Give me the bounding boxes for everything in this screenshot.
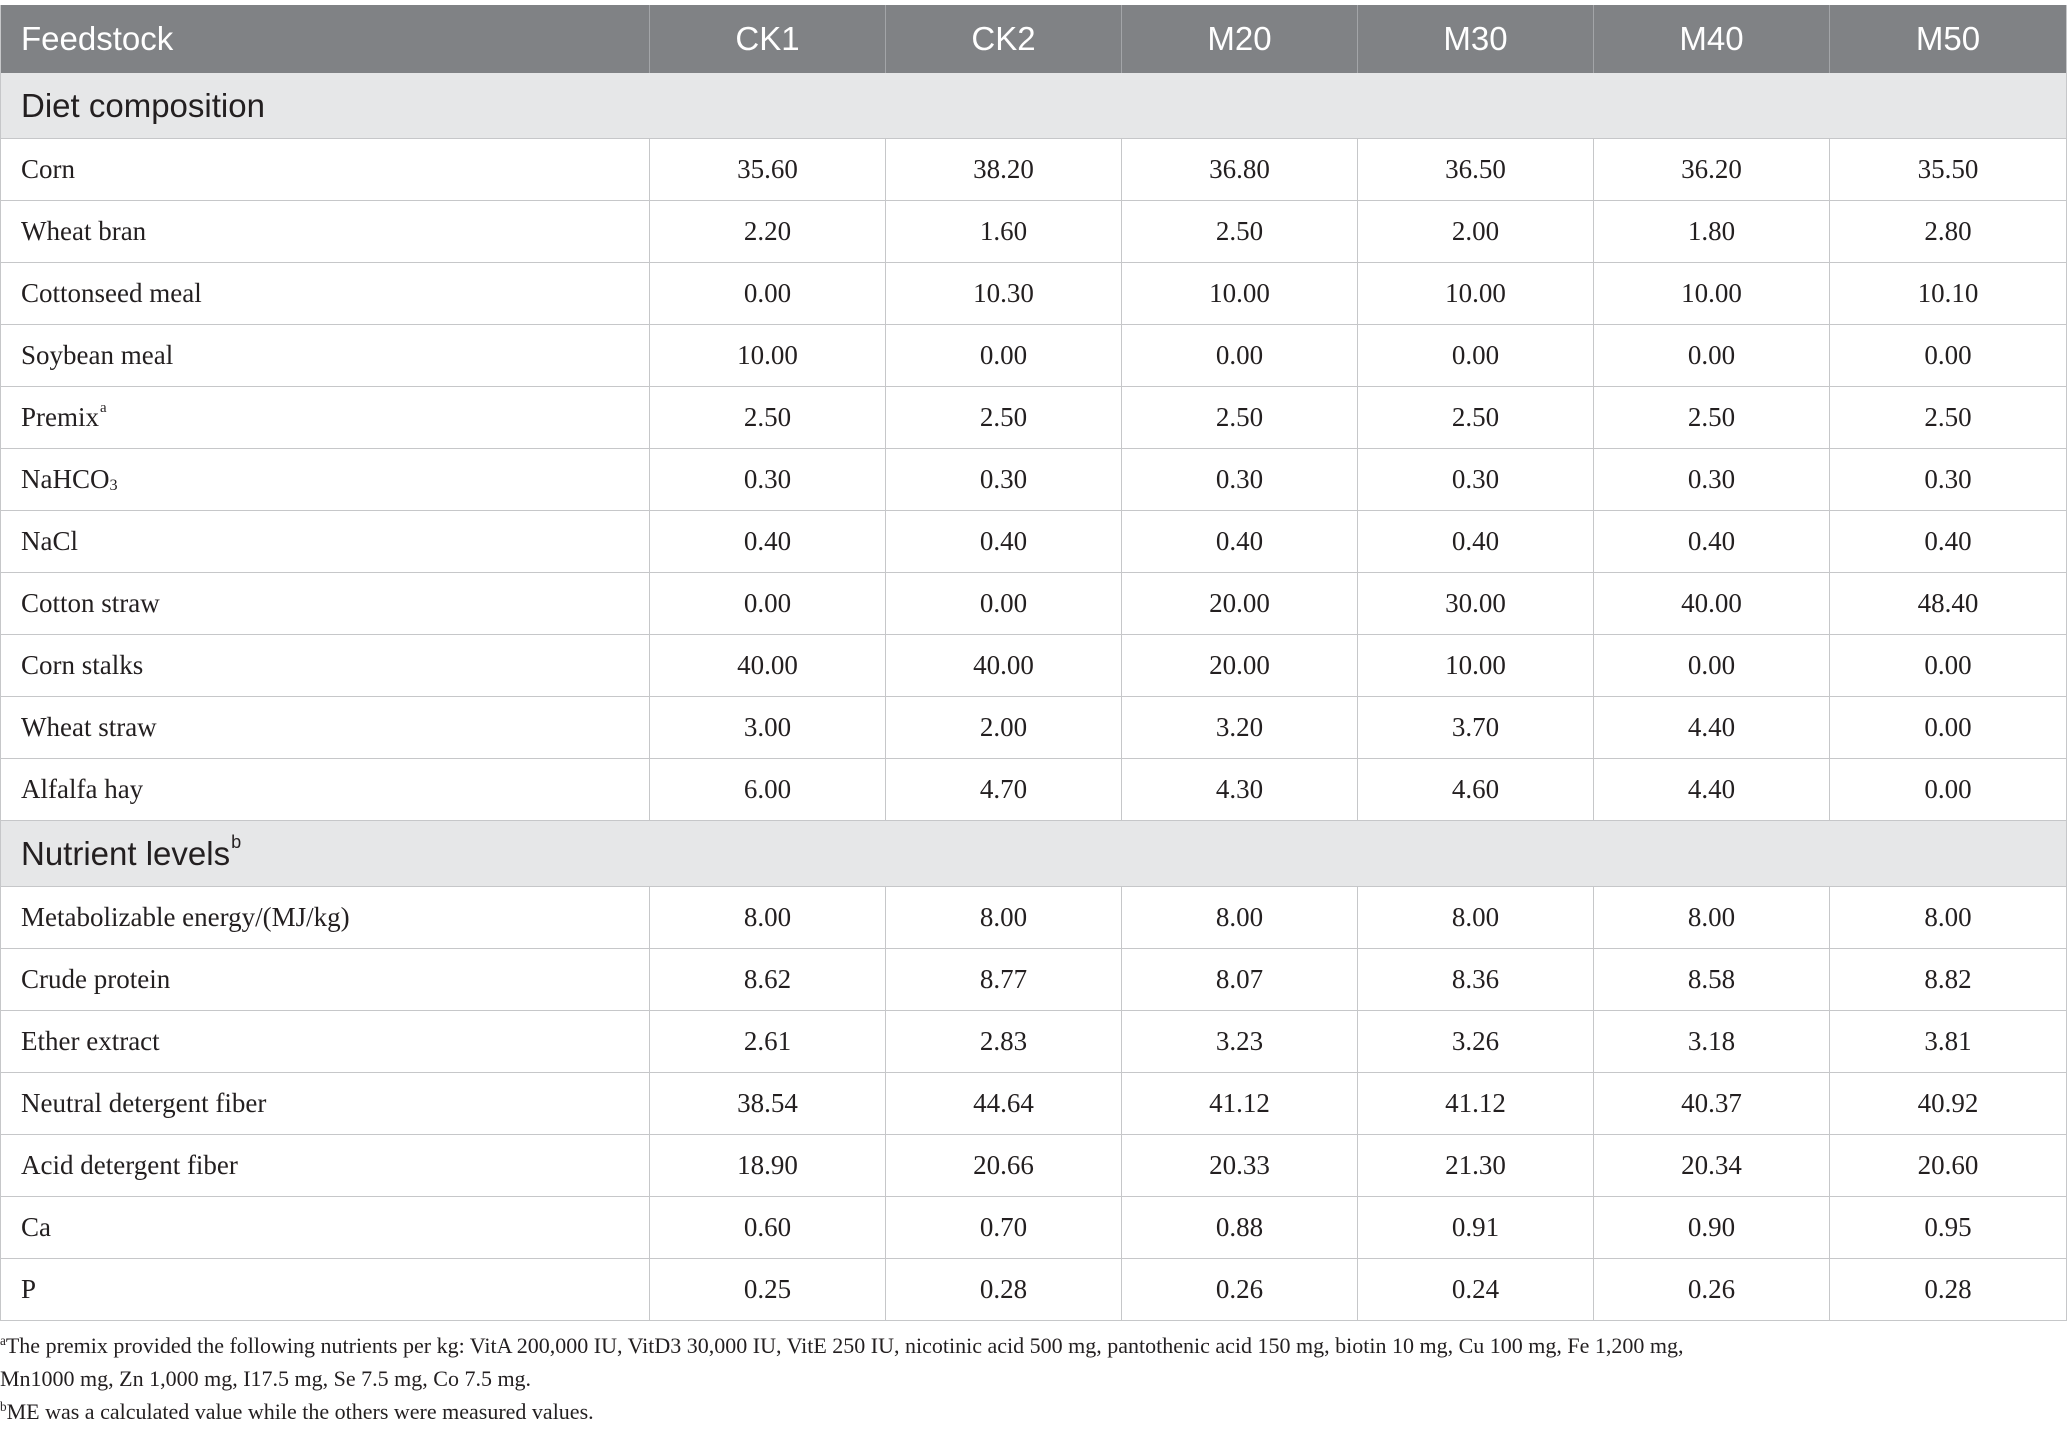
cell-value: 0.28 <box>1924 1274 1972 1304</box>
cell-value: 40.00 <box>650 635 886 696</box>
cell-value: 0.00 <box>886 573 1122 634</box>
table-row <box>1 573 2066 635</box>
section-title: Nutrient levels <box>21 834 231 872</box>
cell-value: 8.07 <box>1122 949 1358 1010</box>
cell-value: 8.00 <box>1358 887 1594 948</box>
section-header-diet-composition <box>1 73 2066 139</box>
cell-value: 20.60 <box>1917 1150 1979 1180</box>
cell-value: 3.18 <box>1594 1011 1830 1072</box>
cell-value: 41.12 <box>1358 1073 1594 1134</box>
cell-value: 8.00 <box>1924 902 1972 932</box>
column-header-m30: M30 <box>1358 5 1594 73</box>
row-label-text: Premix <box>21 402 99 432</box>
cell-value: 2.83 <box>886 1011 1122 1072</box>
table-row <box>1 1259 2066 1321</box>
row-label: Crude protein <box>1 949 650 1010</box>
cell-value: 0.70 <box>886 1197 1122 1258</box>
table-row <box>1 201 2066 263</box>
cell-value: 8.00 <box>650 887 886 948</box>
column-header-m40: M40 <box>1594 5 1830 73</box>
table-row <box>1 1135 2066 1197</box>
table-row <box>1 449 2066 511</box>
cell-value: 6.00 <box>650 759 886 820</box>
cell-value: 2.50 <box>1122 387 1358 448</box>
cell-value: 0.00 <box>1924 340 1972 370</box>
cell-value: 0.40 <box>1924 526 1972 556</box>
cell-value: 8.00 <box>886 887 1122 948</box>
row-label: NaCl <box>1 511 650 572</box>
table-row <box>1 511 2066 573</box>
column-header-m50: M50 <box>1915 20 1981 57</box>
footnote-a-continued: Mn1000 mg, Zn 1,000 mg, I17.5 mg, Se 7.5 mg, Co 7.5 mg. <box>0 1366 532 1391</box>
cell-value: 0.30 <box>1594 449 1830 510</box>
cell-value: 4.70 <box>886 759 1122 820</box>
cell-value: 0.30 <box>1358 449 1594 510</box>
table-row <box>1 635 2066 697</box>
cell-value: 0.26 <box>1594 1259 1830 1320</box>
table-row <box>1 1197 2066 1259</box>
row-label: Ca <box>1 1197 650 1258</box>
cell-value: 2.50 <box>1594 387 1830 448</box>
row-label: Alfalfa hay <box>1 759 650 820</box>
section-title: Diet composition <box>21 86 265 124</box>
row-label <box>1 387 650 448</box>
column-header-ck1: CK1 <box>650 5 886 73</box>
footnote-mark: a <box>0 1333 6 1349</box>
cell-value: 10.00 <box>1358 263 1594 324</box>
cell-value: 0.40 <box>886 511 1122 572</box>
row-label: Cottonseed meal <box>1 263 650 324</box>
column-header-m20: M20 <box>1122 5 1358 73</box>
footnote-mark: a <box>100 400 107 417</box>
cell-value: 2.61 <box>650 1011 886 1072</box>
cell-value: 8.82 <box>1924 964 1972 994</box>
column-header-feedstock: Feedstock <box>1 5 650 73</box>
cell-value: 8.77 <box>886 949 1122 1010</box>
table-row <box>1 263 2066 325</box>
cell-value: 8.58 <box>1594 949 1830 1010</box>
table-header-row <box>1 5 2066 73</box>
cell-value: 0.90 <box>1594 1197 1830 1258</box>
cell-value: 0.40 <box>1594 511 1830 572</box>
row-label <box>1 449 650 510</box>
cell-value: 0.24 <box>1358 1259 1594 1320</box>
cell-value: 20.66 <box>886 1135 1122 1196</box>
cell-value: 0.00 <box>1358 325 1594 386</box>
cell-value: 4.40 <box>1594 697 1830 758</box>
cell-value: 2.50 <box>650 387 886 448</box>
cell-value: 40.00 <box>886 635 1122 696</box>
row-label: Wheat bran <box>1 201 650 262</box>
cell-value: 8.00 <box>1122 887 1358 948</box>
cell-value: 0.88 <box>1122 1197 1358 1258</box>
cell-value: 40.37 <box>1594 1073 1830 1134</box>
cell-value: 0.25 <box>650 1259 886 1320</box>
table-row <box>1 887 2066 949</box>
cell-value: 10.00 <box>1594 263 1830 324</box>
cell-value: 2.80 <box>1924 216 1972 246</box>
table-row <box>1 949 2066 1011</box>
section-header-nutrient-levels <box>1 821 2066 887</box>
footnote-mark: b <box>231 832 242 853</box>
subscript: 3 <box>109 475 118 494</box>
table-row <box>1 697 2066 759</box>
cell-value: 0.00 <box>1924 650 1972 680</box>
row-label: Acid detergent fiber <box>1 1135 650 1196</box>
row-label-text: NaHCO <box>21 464 110 494</box>
cell-value: 0.26 <box>1122 1259 1358 1320</box>
table-footnotes <box>0 1329 2067 1428</box>
cell-value: 3.70 <box>1358 697 1594 758</box>
cell-value: 1.80 <box>1594 201 1830 262</box>
cell-value: 0.00 <box>1924 774 1972 804</box>
cell-value: 0.00 <box>886 325 1122 386</box>
cell-value: 10.10 <box>1917 278 1979 308</box>
cell-value: 0.91 <box>1358 1197 1594 1258</box>
table-row <box>1 325 2066 387</box>
row-label: Corn stalks <box>1 635 650 696</box>
feed-composition-table <box>0 5 2067 1321</box>
cell-value: 38.54 <box>650 1073 886 1134</box>
cell-value: 41.12 <box>1122 1073 1358 1134</box>
cell-value: 3.00 <box>650 697 886 758</box>
cell-value: 0.60 <box>650 1197 886 1258</box>
table-row <box>1 139 2066 201</box>
cell-value: 20.00 <box>1122 635 1358 696</box>
cell-value: 20.00 <box>1122 573 1358 634</box>
cell-value: 35.60 <box>650 139 886 200</box>
cell-value: 3.26 <box>1358 1011 1594 1072</box>
cell-value: 10.00 <box>650 325 886 386</box>
cell-value: 0.00 <box>1594 635 1830 696</box>
cell-value: 0.40 <box>1122 511 1358 572</box>
cell-value: 0.30 <box>1924 464 1972 494</box>
cell-value: 0.28 <box>886 1259 1122 1320</box>
cell-value: 2.20 <box>650 201 886 262</box>
cell-value: 2.50 <box>886 387 1122 448</box>
cell-value: 0.40 <box>650 511 886 572</box>
table-row <box>1 387 2066 449</box>
footnote-text: The premix provided the following nutrients per kg: VitA 200,000 IU, VitD3 30,000 IU, VitE 250 IU, nicotinic acid 500 mg, pantothenic acid 150 mg, biotin 10 mg, Cu 100 mg, Fe 1,200 mg, <box>5 1333 1684 1358</box>
cell-value: 10.30 <box>886 263 1122 324</box>
row-label: Cotton straw <box>1 573 650 634</box>
cell-value: 2.00 <box>1358 201 1594 262</box>
cell-value: 4.60 <box>1358 759 1594 820</box>
footnote-mark: b <box>0 1399 7 1415</box>
footnote-b <box>0 1395 2067 1428</box>
cell-value: 3.23 <box>1122 1011 1358 1072</box>
cell-value: 0.30 <box>1122 449 1358 510</box>
cell-value: 0.00 <box>1594 325 1830 386</box>
cell-value: 2.50 <box>1358 387 1594 448</box>
cell-value: 4.30 <box>1122 759 1358 820</box>
cell-value: 20.33 <box>1122 1135 1358 1196</box>
cell-value: 0.95 <box>1924 1212 1972 1242</box>
row-label: P <box>1 1259 650 1320</box>
row-label: Neutral detergent fiber <box>1 1073 650 1134</box>
row-label: Wheat straw <box>1 697 650 758</box>
cell-value: 36.20 <box>1594 139 1830 200</box>
footnote-a <box>0 1329 2067 1362</box>
cell-value: 38.20 <box>886 139 1122 200</box>
cell-value: 4.40 <box>1594 759 1830 820</box>
cell-value: 0.00 <box>1924 712 1972 742</box>
cell-value: 40.00 <box>1594 573 1830 634</box>
cell-value: 8.00 <box>1594 887 1830 948</box>
cell-value: 0.30 <box>886 449 1122 510</box>
cell-value: 2.50 <box>1924 402 1972 432</box>
row-label: Ether extract <box>1 1011 650 1072</box>
cell-value: 1.60 <box>886 201 1122 262</box>
cell-value: 30.00 <box>1358 573 1594 634</box>
cell-value: 21.30 <box>1358 1135 1594 1196</box>
cell-value: 44.64 <box>886 1073 1122 1134</box>
row-label: Corn <box>1 139 650 200</box>
cell-value: 20.34 <box>1594 1135 1830 1196</box>
cell-value: 0.40 <box>1358 511 1594 572</box>
cell-value: 0.00 <box>1122 325 1358 386</box>
row-label: Metabolizable energy/(MJ/kg) <box>1 887 650 948</box>
table-row <box>1 759 2066 821</box>
cell-value: 36.80 <box>1122 139 1358 200</box>
cell-value: 0.00 <box>650 573 886 634</box>
cell-value: 10.00 <box>1358 635 1594 696</box>
cell-value: 18.90 <box>650 1135 886 1196</box>
footnote-text: ME was a calculated value while the others were measured values. <box>6 1399 594 1424</box>
column-header-ck2: CK2 <box>886 5 1122 73</box>
cell-value: 8.36 <box>1358 949 1594 1010</box>
cell-value: 40.92 <box>1917 1088 1979 1118</box>
cell-value: 10.00 <box>1122 263 1358 324</box>
cell-value: 8.62 <box>650 949 886 1010</box>
table-row <box>1 1011 2066 1073</box>
cell-value: 0.30 <box>650 449 886 510</box>
cell-value: 2.50 <box>1122 201 1358 262</box>
row-label: Soybean meal <box>1 325 650 386</box>
table-row <box>1 1073 2066 1135</box>
cell-value: 48.40 <box>1917 588 1979 618</box>
cell-value: 3.81 <box>1924 1026 1972 1056</box>
cell-value: 2.00 <box>886 697 1122 758</box>
cell-value: 36.50 <box>1358 139 1594 200</box>
cell-value: 0.00 <box>650 263 886 324</box>
cell-value: 3.20 <box>1122 697 1358 758</box>
cell-value: 35.50 <box>1917 154 1979 184</box>
